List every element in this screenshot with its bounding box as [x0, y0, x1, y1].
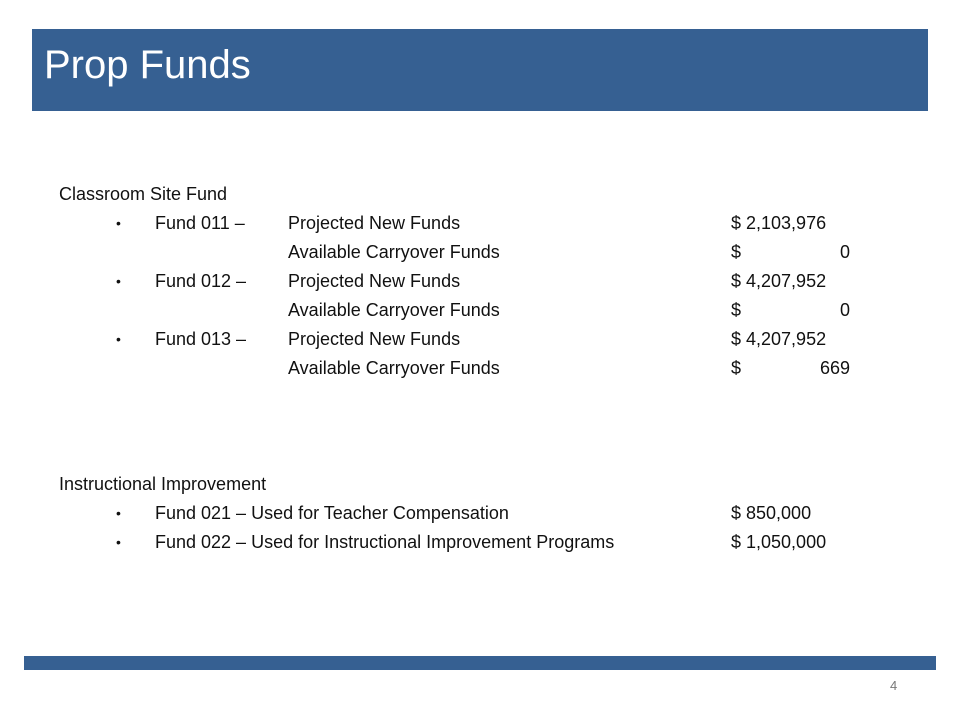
bullet-icon: •	[116, 534, 121, 550]
fund-013-line2-value: 669	[819, 358, 850, 378]
fund-011-line2-value: 0	[839, 242, 850, 262]
fund-012-line2-value: 0	[839, 300, 850, 320]
fund-013-name: Fund 013 –	[155, 329, 247, 349]
fund-013-line2-label: Available Carryover Funds	[288, 358, 500, 378]
fund-012-line1-label: Projected New Funds	[288, 271, 461, 291]
page-number: 4	[890, 678, 898, 693]
fund-013-line1-amount: $ 4,207,952	[731, 329, 827, 349]
fund-011-line1-label: Projected New Funds	[288, 213, 461, 233]
fund-021-label: Fund 021 – Used for Teacher Compensation	[155, 503, 509, 523]
bullet-icon: •	[116, 215, 121, 231]
fund-012-line2-label: Available Carryover Funds	[288, 300, 500, 320]
fund-011-line2-currency: $	[731, 242, 742, 262]
fund-011-line2-label: Available Carryover Funds	[288, 242, 500, 262]
footer-bar	[24, 656, 936, 670]
fund-012-line2-currency: $	[731, 300, 742, 320]
fund-013-line2-currency: $	[731, 358, 742, 378]
fund-021-amount: $ 850,000	[731, 503, 812, 523]
classroom-heading: Classroom Site Fund	[59, 184, 228, 204]
fund-011-name: Fund 011 –	[155, 213, 245, 233]
bullet-icon: •	[116, 505, 121, 521]
fund-013-line1-label: Projected New Funds	[288, 329, 461, 349]
slide-title: Prop Funds	[44, 43, 251, 87]
fund-022-amount: $ 1,050,000	[731, 532, 827, 552]
instructional-heading: Instructional Improvement	[59, 474, 267, 494]
fund-022-label: Fund 022 – Used for Instructional Improvement Programs	[155, 532, 615, 552]
fund-011-line1-amount: $ 2,103,976	[731, 213, 827, 233]
bullet-icon: •	[116, 273, 121, 289]
fund-012-line1-amount: $ 4,207,952	[731, 271, 827, 291]
fund-012-name: Fund 012 –	[155, 271, 247, 291]
bullet-icon: •	[116, 331, 121, 347]
